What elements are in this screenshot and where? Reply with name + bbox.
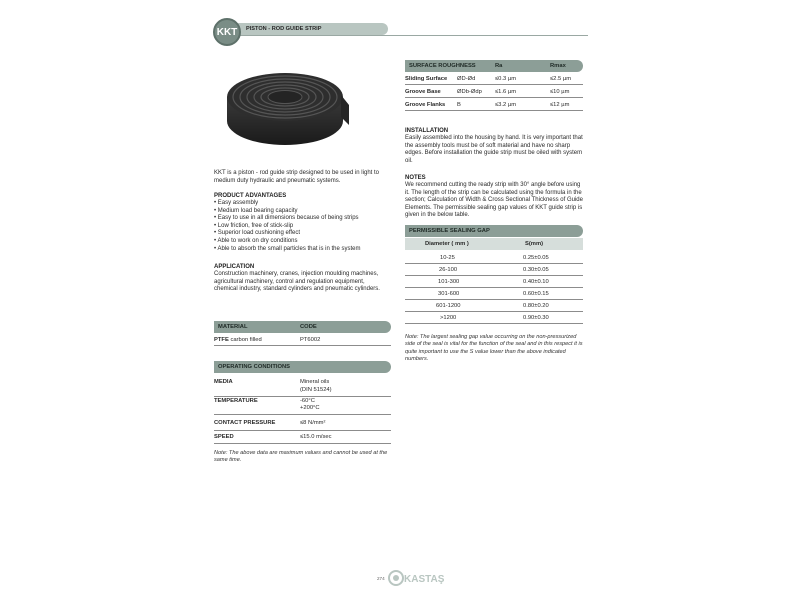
surface-roughness-header — [405, 60, 583, 72]
sealing-gap-diameter: 26-100 — [439, 267, 458, 273]
sealing-gap-s: 0.90±0.30 — [523, 315, 549, 321]
advantage-item: • Low friction, free of stick-slip — [214, 223, 394, 231]
logo-text: KASTAŞ — [404, 574, 445, 585]
condition-value-secondary: (DIN 51524) — [300, 387, 332, 393]
sealing-gap-diameter: 301-600 — [438, 291, 460, 297]
roughness-symbol: ØD-Ød — [457, 76, 476, 82]
roughness-rmax: ≤10 µm — [550, 89, 570, 95]
condition-value: Mineral oils — [300, 379, 330, 385]
roughness-ra: ≤3.2 µm — [495, 102, 517, 108]
advantage-item: • Able to absorb the small particles that is in the system — [214, 246, 394, 254]
application-heading: APPLICATION — [214, 264, 255, 270]
sealing-gap-row — [405, 276, 583, 288]
notes-text: We recommend cutting the ready strip with 30° angle before using it. The length of the strip can be calculated using the formula in the section; Calculation of Width & Cross Sectional Thickness of Guide Elements. The permissible sealing gap values of KKT guide strip is given in the below table. — [405, 182, 583, 219]
material-row — [214, 334, 391, 346]
advantage-item: • Easy to use in all dimensions because of being strips — [214, 215, 394, 223]
sealing-gap-diameter: 101-300 — [438, 279, 460, 285]
material-column-header: MATERIAL — [218, 324, 248, 330]
sealing-gap-s: 0.60±0.15 — [523, 291, 549, 297]
operating-conditions-note: Note: The above data are maximum values and cannot be used at the same time. — [214, 450, 388, 464]
condition-row-speed — [214, 431, 391, 444]
sealing-gap-s: 0.40±0.10 — [523, 279, 549, 285]
application-text: Construction machinery, cranes, injection moulding machines, agricultural machinery, control and regulation equipment, chemical industry, standard cylinders and pneumatic cylinders. — [214, 271, 380, 293]
material-name: PTFE — [214, 337, 229, 343]
condition-label: SPEED — [214, 434, 234, 440]
sealing-gap-row — [405, 264, 583, 276]
product-advantages-list — [214, 200, 394, 253]
advantage-item: • Medium load bearing capacity — [214, 208, 394, 216]
material-description: carbon filled — [228, 337, 262, 343]
code-column-header: CODE — [300, 324, 317, 330]
roughness-row — [405, 99, 583, 111]
roughness-surface-name: Sliding Surface — [405, 76, 448, 82]
sealing-gap-diameter: >1200 — [440, 315, 457, 321]
notes-heading: NOTES — [405, 175, 426, 181]
page-title-bar — [236, 23, 388, 35]
ra-column-header: Ra — [495, 63, 503, 69]
condition-label: MEDIA — [214, 379, 233, 385]
material-table-header — [214, 321, 391, 333]
condition-value: -60°C — [300, 398, 315, 404]
sealing-gap-column-headers — [405, 238, 583, 250]
operating-conditions-heading: OPERATING CONDITIONS — [218, 364, 291, 370]
advantage-item: • Easy assembly — [214, 200, 394, 208]
condition-label: CONTACT PRESSURE — [214, 420, 276, 426]
operating-conditions-header — [214, 361, 391, 373]
sealing-gap-s: 0.25±0.05 — [523, 255, 549, 261]
sealing-gap-row — [405, 288, 583, 300]
condition-value: ≤8 N/mm² — [300, 420, 326, 426]
sealing-gap-s: 0.30±0.05 — [523, 267, 549, 273]
material-code: PT6002 — [300, 337, 321, 343]
s-column-header: S(mm) — [525, 241, 544, 247]
condition-value-secondary: +200°C — [300, 405, 320, 411]
sealing-gap-note: Note: The largest sealing gap value occurring on the non-pressurized side of the seal is vital for the function of the seal and in this respect it is quite important to use the S value lower than the above indicated numbers. — [405, 334, 583, 363]
sealing-gap-row — [405, 252, 583, 264]
roughness-symbol: ØDb-Ødp — [457, 89, 482, 95]
condition-row-contact-pressure — [214, 416, 391, 431]
condition-value: ≤15.0 m/sec — [300, 434, 332, 440]
diameter-column-header: Diameter ( mm ) — [425, 241, 469, 247]
page-title: PISTON - ROD GUIDE STRIP — [246, 26, 322, 32]
product-code: KKT — [216, 26, 238, 38]
roughness-surface-name: Groove Flanks — [405, 102, 446, 108]
intro-text: KKT is a piston - rod guide strip designed to be used in light to medium duty hydraulic and pneumatic systems. — [214, 170, 379, 184]
roughness-row — [405, 86, 583, 98]
roughness-rmax: ≤12 µm — [550, 102, 570, 108]
condition-label: TEMPERATURE — [214, 398, 258, 404]
roughness-rmax: ≤2.5 µm — [550, 76, 572, 82]
roughness-symbol: B — [457, 102, 461, 108]
roughness-ra: ≤1.6 µm — [495, 89, 517, 95]
sealing-gap-row — [405, 312, 583, 324]
sealing-gap-diameter: 10-25 — [440, 255, 455, 261]
sealing-gap-s: 0.80±0.20 — [523, 303, 549, 309]
advantage-item: • Able to work on dry conditions — [214, 238, 394, 246]
rmax-column-header: Rmax — [550, 63, 566, 69]
installation-heading: INSTALLATION — [405, 128, 449, 134]
product-code-badge — [213, 18, 241, 46]
condition-row-media — [214, 376, 391, 397]
page-number: 274 — [377, 576, 385, 581]
sealing-gap-heading: PERMISSIBLE SEALING GAP — [409, 228, 490, 234]
sealing-gap-row — [405, 300, 583, 312]
product-advantages-heading: PRODUCT ADVANTAGES — [214, 193, 287, 199]
roughness-row — [405, 73, 583, 85]
title-divider — [236, 35, 588, 36]
surface-roughness-heading: SURFACE ROUGHNESS — [409, 63, 476, 69]
installation-text: Easily assembled into the housing by hand. It is very important that the assembly tools must be of soft material and have no sharp edges. Before installation the guide strip must be oiled with system oil. — [405, 135, 583, 164]
product-image — [215, 55, 350, 150]
condition-row-temperature — [214, 397, 391, 415]
sealing-gap-diameter: 601-1200 — [436, 303, 461, 309]
roughness-ra: ≤0.3 µm — [495, 76, 517, 82]
sealing-gap-header — [405, 225, 583, 237]
kastas-logo — [388, 569, 448, 587]
roughness-surface-name: Groove Base — [405, 89, 441, 95]
advantage-item: • Superior load cushioning effect — [214, 230, 394, 238]
